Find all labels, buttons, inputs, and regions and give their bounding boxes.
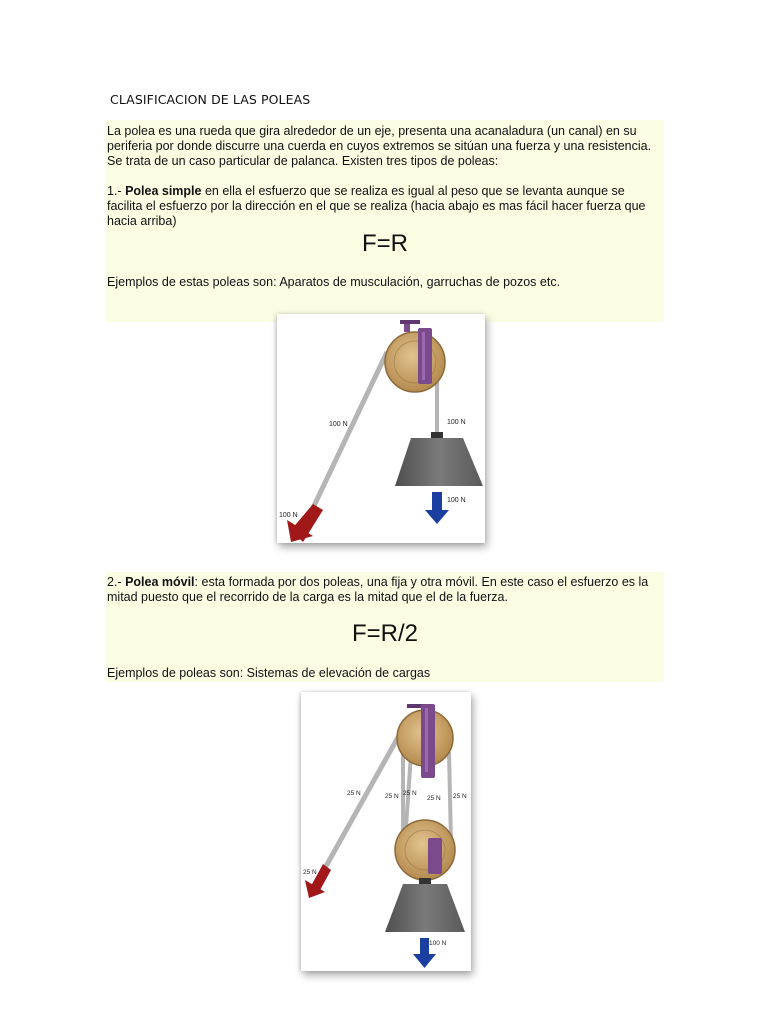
simple-pulley-figure <box>277 314 485 543</box>
simple-name: Polea simple <box>125 184 202 198</box>
weight-block <box>385 884 465 932</box>
blue-arrow-icon <box>425 492 449 524</box>
red-arrow-icon <box>287 504 323 542</box>
force-label: 25 N <box>303 869 317 876</box>
weight-label: 100 N <box>429 940 447 947</box>
simple-number: 1.- <box>107 184 126 198</box>
weight-block <box>395 438 483 486</box>
rope <box>449 752 451 842</box>
simple-description: en ella el esfuerzo que se realiza es igual al peso que se levanta aunque se facilita el esfuerzo por la dirección en el que se realiza (hacia abajo es mas fácil hacer fuerza que hacia arriba) <box>107 184 646 228</box>
movil-paragraph <box>107 575 663 605</box>
movil-name: Polea móvil <box>125 575 195 589</box>
section-polea-movil <box>106 572 664 682</box>
movable-pulley-wheel <box>395 820 455 880</box>
rope-3-label: 25 N <box>403 790 417 797</box>
movil-description: : esta formada por dos poleas, una fija y otra móvil. En este caso el esfuerzo es la mitad puesto que el recorrido de la carga es la mitad que el de la fuerza. <box>107 575 649 604</box>
rope-5-label: 25 N <box>453 793 467 800</box>
rope-2-label: 25 N <box>385 793 399 800</box>
force-label: 100 N <box>279 512 298 519</box>
rope <box>325 732 401 868</box>
page-title: CLASIFICACION DE LAS POLEAS <box>110 92 311 107</box>
movil-number: 2.- <box>107 575 126 589</box>
rope-4-label: 25 N <box>427 795 441 802</box>
movil-formula: F=R/2 <box>351 620 419 647</box>
movil-examples: Ejemplos de poleas son: Sistemas de elevación de cargas <box>107 666 431 680</box>
simple-paragraph <box>107 184 663 229</box>
simple-examples: Ejemplos de estas poleas son: Aparatos de musculación, garruchas de pozos etc. <box>107 275 561 289</box>
weight-label: 100 N <box>447 497 466 504</box>
simple-formula: F=R <box>361 230 408 257</box>
rope-right-label: 100 N <box>447 419 466 426</box>
rope-left-label: 100 N <box>329 421 348 428</box>
rope-1-label: 25 N <box>347 790 361 797</box>
rope <box>313 352 387 508</box>
intro-paragraph: La polea es una rueda que gira alrededor de un eje, presenta una acanaladura (un canal) en su periferia por donde discurre una cuerda en cuyos extremos se sitúan una fuerza y una resistencia. Se trata de un caso particular de palanca. Existen tres tipos de poleas: <box>107 124 652 168</box>
movable-pulley-figure <box>301 692 471 971</box>
section-polea-simple <box>106 120 664 322</box>
